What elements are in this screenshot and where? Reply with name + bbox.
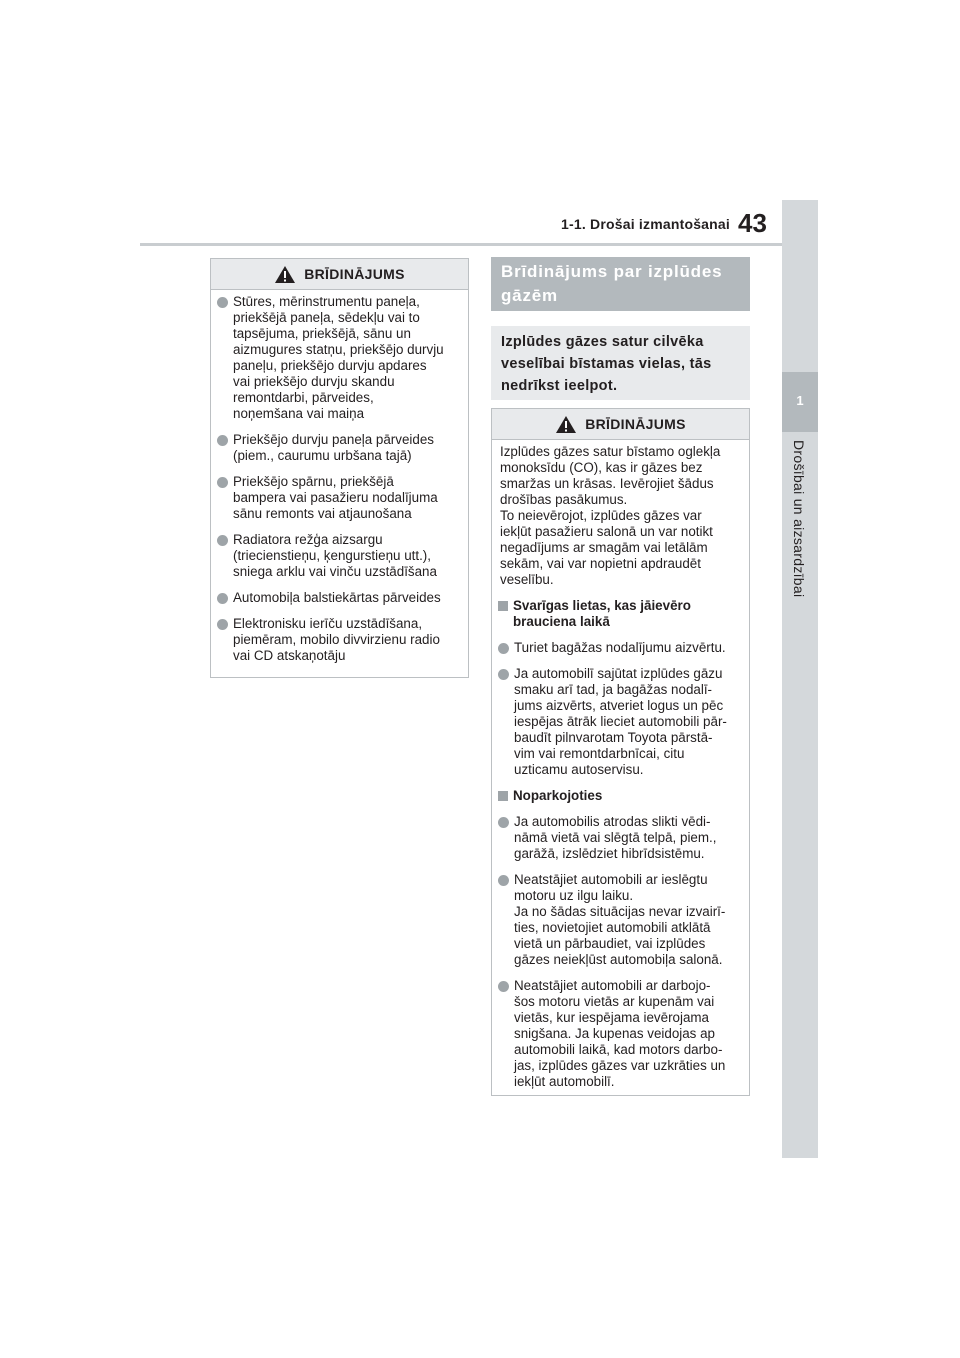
list-item: Ja automobilis atrodas slikti vēdi- nāmā vietā vai slēgtā telpā, piem., garāžā, izslēdziet hibrīdsistēmu. bbox=[498, 814, 739, 862]
list-item: Stūres, mērinstrumentu paneļa, priekšējā paneļa, sēdekļu vai to tapsējuma, priekšējā, sānu un aizmugures statņu, priekšējo durvju paneļu, priekšējo durvju apdares vai priekšējo durvju skandu remontdarbi, pārveides, noņemšana vai maiņa bbox=[217, 294, 458, 422]
bullet-icon bbox=[498, 669, 509, 680]
warning-intro: Izplūdes gāzes satur bīstamo oglekļa monoksīdu (CO), kas ir gāzes bez smaržas un krāsas. Ievērojiet šādus drošības pasākumus. To neievērojot, izplūdes gāzes var iekļūt pasažieru salonā un var notikt negadījums ar smagām vai letālām sekām, vai var nopietni apdraudēt veselību. bbox=[500, 444, 721, 587]
section-title: 1-1. Drošai izmantošanai bbox=[561, 216, 730, 232]
right-warning-body bbox=[492, 440, 749, 1108]
list-item: Automobiļa balstiekārtas pārveides bbox=[217, 590, 458, 606]
right-warning-heading: BRĪDINĀJUMS bbox=[585, 416, 686, 432]
bullet-icon bbox=[498, 817, 509, 828]
list-item: Priekšējo durvju paneļa pārveides (piem., caurumu urbšana tajā) bbox=[217, 432, 458, 464]
topic-title: Brīdinājums par izplūdes gāzēm bbox=[491, 257, 750, 311]
list-item: Neatstājiet automobili ar darbojo- šos motoru vietās ar kupenām vai vietās, kur iespējama ievērojama snigšana. Ja kupenas veidojas ap automobili laikā, kad motors darbo- jas, izplūdes gāzes var uzkrāties un iekļūt automobilī. bbox=[498, 978, 739, 1090]
left-warning-list bbox=[211, 290, 468, 682]
warning-triangle-icon bbox=[274, 265, 296, 284]
subsection-heading: Noparkojoties bbox=[498, 788, 739, 804]
topic-lead: Izplūdes gāzes satur cilvēka veselībai bīstamas vielas, tās nedrīkst ieelpot. bbox=[491, 326, 750, 400]
header-rule bbox=[140, 243, 782, 246]
square-bullet-icon bbox=[498, 791, 508, 801]
square-bullet-icon bbox=[498, 601, 508, 611]
bullet-icon bbox=[217, 593, 228, 604]
warning-triangle-icon bbox=[555, 415, 577, 434]
chapter-label: Drošībai un aizsardzībai bbox=[791, 440, 807, 598]
bullet-icon bbox=[217, 435, 228, 446]
bullet-icon bbox=[498, 643, 509, 654]
bullet-icon bbox=[217, 297, 228, 308]
bullet-icon bbox=[498, 875, 509, 886]
chapter-side-tab bbox=[782, 200, 818, 1158]
chapter-number: 1 bbox=[796, 393, 804, 408]
list-item: Neatstājiet automobili ar ieslēgtu motoru uz ilgu laiku. Ja no šādas situācijas nevar izvairī- ties, novietojiet automobili atklātā vietā un pārbaudiet, vai izplūdes gāzes neiekļūst automobiļa salonā. bbox=[498, 872, 739, 968]
bullet-icon bbox=[217, 619, 228, 630]
right-warning-header bbox=[492, 409, 749, 440]
left-warning-heading: BRĪDINĀJUMS bbox=[304, 266, 405, 282]
bullet-icon bbox=[217, 535, 228, 546]
list-item: Ja automobilī sajūtat izplūdes gāzu smaku arī tad, ja bagāžas nodalī- jums aizvērts, atveriet logus un pēc iespējas ātrāk lieciet automobili pār- baudīt pilnvarotam Toyota pārstā- vim vai remontdarbnīcai, citu uzticamu autoservisu. bbox=[498, 666, 739, 778]
right-warning-box bbox=[491, 408, 750, 1096]
list-item: Turiet bagāžas nodalījumu aizvērtu. bbox=[498, 640, 739, 656]
left-warning-box bbox=[210, 258, 469, 678]
list-item: Elektronisku ierīču uzstādīšana, piemēram, mobilo divvirzienu radio vai CD atskaņotāju bbox=[217, 616, 458, 664]
subsection-heading: Svarīgas lietas, kas jāievēro brauciena laikā bbox=[498, 598, 739, 630]
left-warning-header bbox=[211, 259, 468, 290]
page-number: 43 bbox=[738, 208, 767, 238]
list-item: Priekšējo spārnu, priekšējā bampera vai pasažieru nodalījuma sānu remonts vai atjaunošana bbox=[217, 474, 458, 522]
list-item: Radiatora režģa aizsargu (triecienstieņu, ķengurstieņu utt.), sniega arklu vai vinču uzstādīšana bbox=[217, 532, 458, 580]
bullet-icon bbox=[498, 981, 509, 992]
bullet-icon bbox=[217, 477, 228, 488]
